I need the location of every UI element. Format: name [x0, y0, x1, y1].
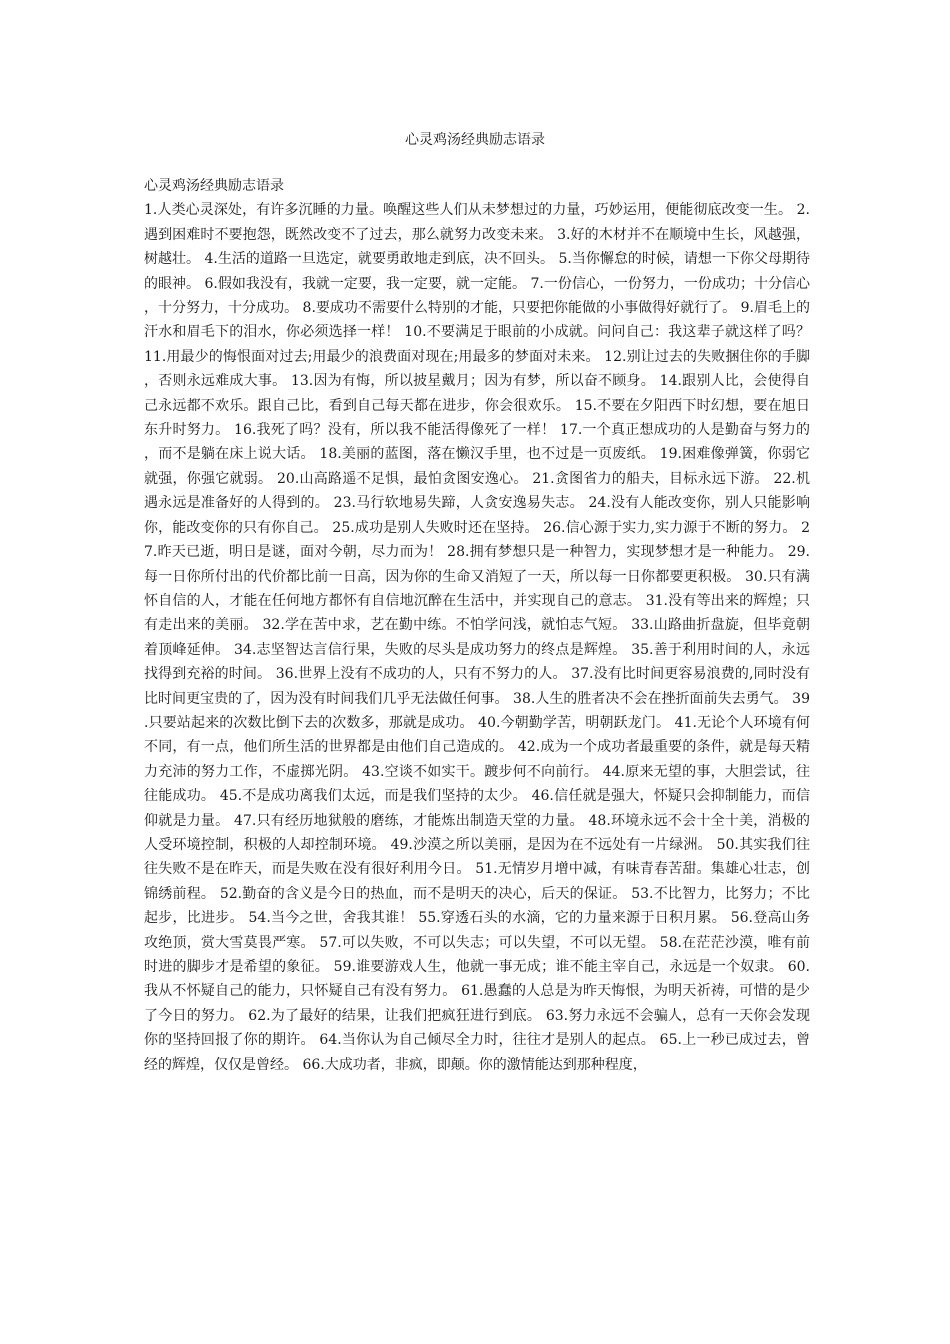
document-body — [144, 174, 810, 1077]
section-heading: 心灵鸡汤经典励志语录 — [144, 178, 284, 194]
document-title: 心灵鸡汤经典励志语录 — [405, 132, 545, 148]
quotes-paragraph: 1.人类心灵深处，有许多沉睡的力量。唤醒这些人们从未梦想过的力量，巧妙运用，便能彻底改变一生。 2.遇到困难时不要抱怨，既然改变不了过去，那么就努力改变未来。 3.好的木材并不在顺境中生长，风越强，树越壮。 4.生活的道路一旦选定，就要勇敢地走到底，决不回头。 5.当你懈怠的时候，请想一下你父母期待的眼神。 6.假如我没有，我就一定要，我一定要，就一定能。 7.一份信心，一份努力，一份成功；十分信心，十分努力，十分成功。 8.要成功不需要什么特别的才能，只要把你能做的小事做得好就行了。 9.眉毛上的汗水和眉毛下的泪水，你必须选择一样！ 10.不要满足于眼前的小成就。问问自己：我这辈子就这样了吗？ 11.用最少的悔恨面对过去;用最少的浪费面对现在;用最多的梦面对未来。 12.别让过去的失败捆住你的手脚，否则永远难成大事。 13.因为有悔，所以披星戴月；因为有梦，所以奋不顾身。 14.跟别人比，会使得自己永远都不欢乐。跟自己比，看到自己每天都在进步，你会很欢乐。 15.不要在夕阳西下时幻想，要在旭日东升时努力。 16.我死了吗？没有，所以我不能活得像死了一样！ 17.一个真正想成功的人是勤奋与努力的，而不是躺在床上说大话。 18.美丽的蓝图，落在懒汉手里，也不过是一页废纸。 19.困难像弹簧，你弱它就强，你强它就弱。 20.山高路遥不足惧，最怕贪图安逸心。 21.贪图省力的船夫，目标永远下游。 22.机遇永远是准备好的人得到的。 23.马行软地易失蹄，人贪安逸易失志。 24.没有人能改变你，别人只能影响你，能改变你的只有你自己。 25.成功是别人失败时还在坚持。 26.信心源于实力,实力源于不断的努力。 27.昨天已逝，明日是谜，面对今朝，尽力而为！ 28.拥有梦想只是一种智力，实现梦想才是一种能力。 29.每一日你所付出的代价都比前一日高，因为你的生命又消短了一天，所以每一日你都要更积极。 30.只有满怀自信的人，才能在任何地方都怀有自信地沉醉在生活中，并实现自己的意志。 31.没有等出来的辉煌；只有走出来的美丽。 32.学在苦中求，艺在勤中练。不怕学问浅，就怕志气短。 33.山路曲折盘旋，但毕竟朝着顶峰延伸。 34.志坚智达言信行果，失败的尽头是成功努力的终点是辉煌。 35.善于利用时间的人，永远找得到充裕的时间。 36.世界上没有不成功的人，只有不努力的人。 37.没有比时间更容易浪费的,同时没有比时间更宝贵的了，因为没有时间我们几乎无法做任何事。 38.人生的胜者决不会在挫折面前失去勇气。 39.只要站起来的次数比倒下去的次数多，那就是成功。 40.今朝勤学苦，明朝跃龙门。 41.无论个人环境有何不同，有一点，他们所生活的世界都是由他们自己造成的。 42.成为一个成功者最重要的条件，就是每天精力充沛的努力工作，不虚掷光阴。 43.空谈不如实干。踱步何不向前行。 44.原来无望的事，大胆尝试，往往能成功。 45.不是成功离我们太远，而是我们坚持的太少。 46.信任就是强大，怀疑只会抑制能力，而信仰就是力量。 47.只有经历地狱般的磨练，才能炼出制造天堂的力量。 48.环境永远不会十全十美，消极的人受环境控制，积极的人却控制环境。 49.沙漠之所以美丽，是因为在不远处有一片绿洲。 50.其实我们往往失败不是在昨天，而是失败在没有很好利用今日。 51.无情岁月增中减，有味青春苦甜。集雄心壮志，创锦绣前程。 52.勤奋的含义是今日的热血，而不是明天的决心，后天的保证。 53.不比智力，比努力；不比起步，比进步。 54.当今之世，舍我其谁！ 55.穿透石头的水滴，它的力量来源于日积月累。 56.登高山务攻绝顶，赏大雪莫畏严寒。 57.可以失败，不可以失志；可以失望，不可以无望。 58.在茫茫沙漠，唯有前时进的脚步才是希望的象征。 59.谁要游戏人生，他就一事无成；谁不能主宰自己，永远是一个奴隶。 60.我从不怀疑自己的能力，只怀疑自己有没有努力。 61.愚蠢的人总是为昨天悔恨，为明天祈祷，可惜的是少了今日的努力。 62.为了最好的结果，让我们把疯狂进行到底。 63.努力永远不会骗人，总有一天你会发现你的坚持回报了你的期许。 64.当你认为自己倾尽全力时，往往才是别人的起点。 65.上一秒已成过去，曾经的辉煌，仅仅是曾经。 66.大成功者，非疯，即颠。你的激情能达到那种程度， — [144, 202, 810, 1073]
